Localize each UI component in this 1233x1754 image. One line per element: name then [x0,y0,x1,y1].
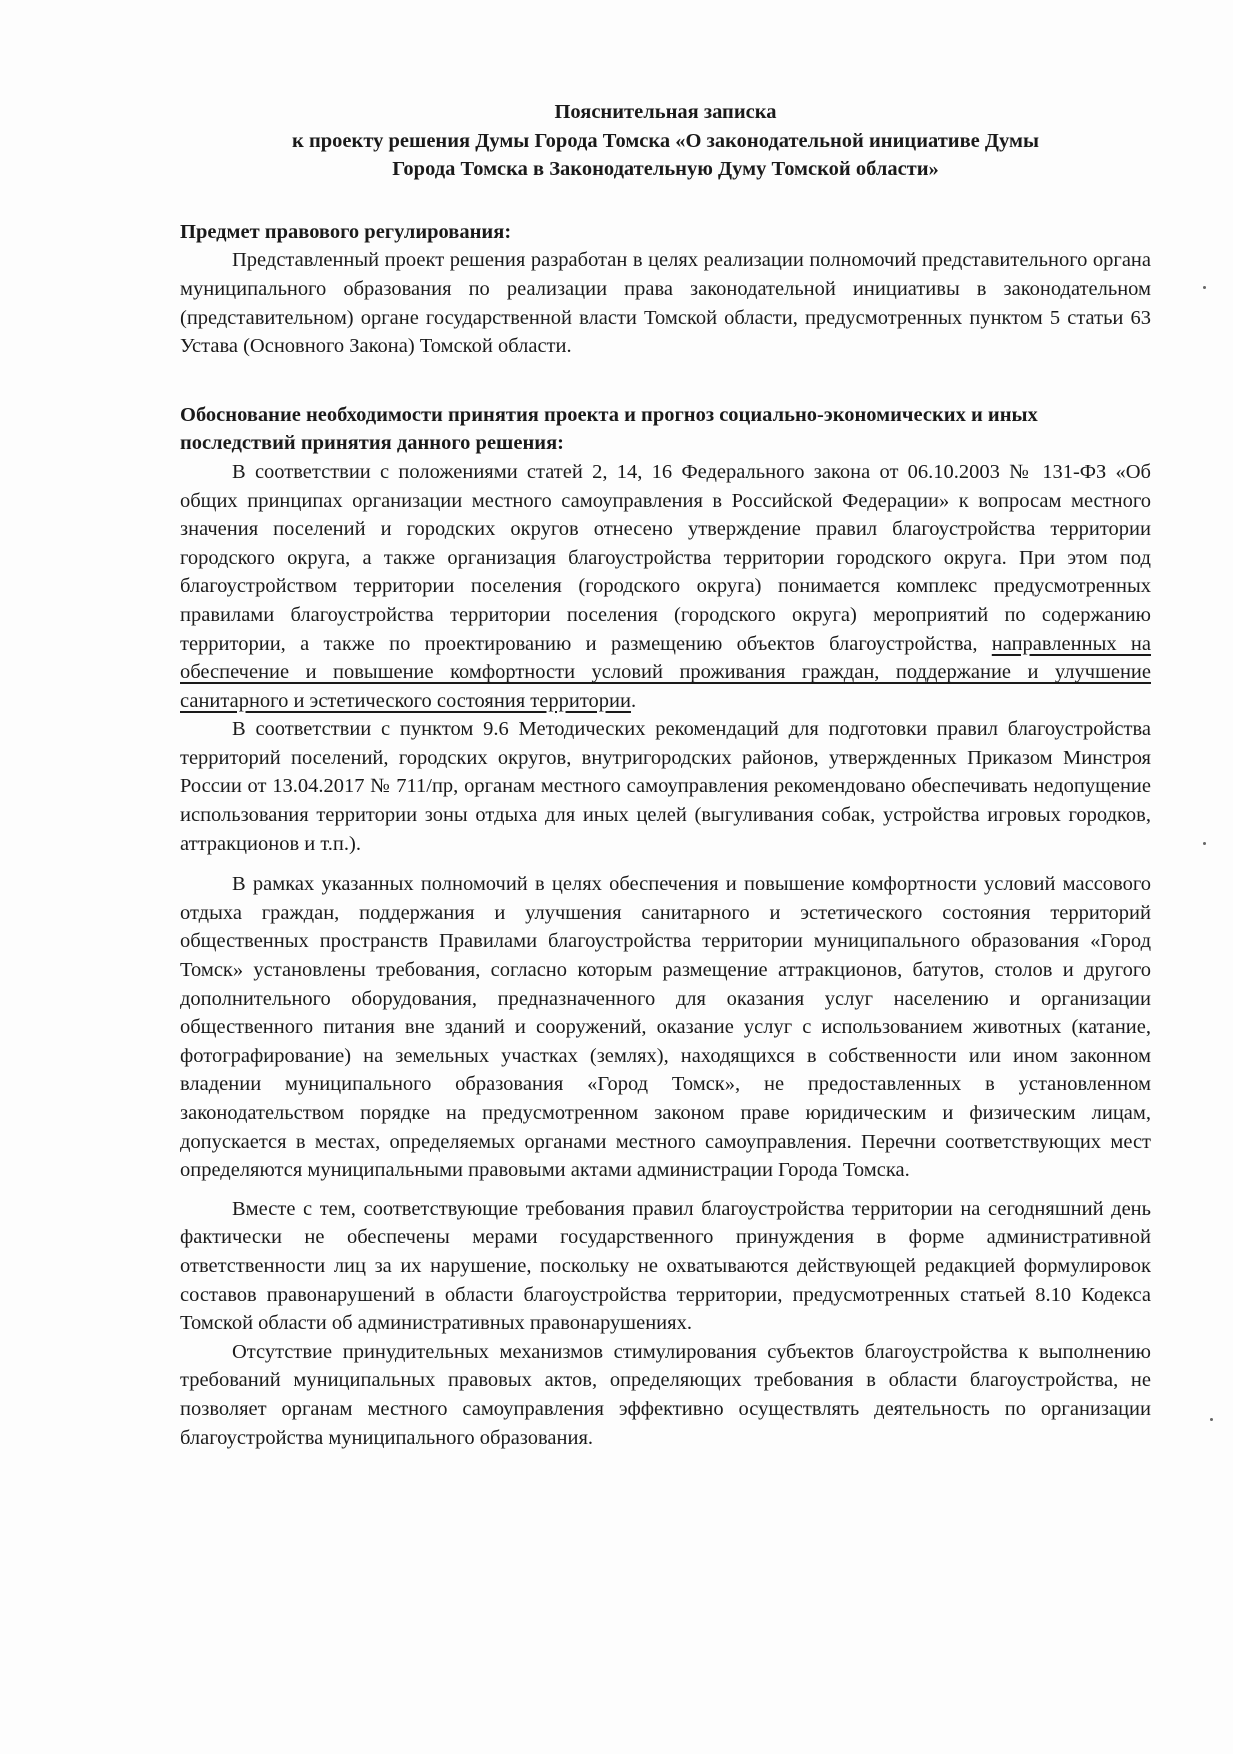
paragraph-federal-law-end: . [630,689,637,712]
document-title [180,98,1151,184]
paragraph-enforcement-gap: Вместе с тем, соответствующие требования правил благоустройства территории на сегодняшний день фактически не обеспечены мерами государственного принуждения в форме административной ответственности лиц за их нарушение, поскольку не охватываются действующей редакцией формулировок составов правонарушений в области благоустройства территории, предусмотренных статьей 8.10 Кодекса Томской области об административных правонарушениях. [180,1197,1151,1335]
scan-speck [1203,286,1206,289]
section-heading-justification: Обоснование необходимости принятия проекта и прогноз социально-экономических и иных последствий принятия данного решения: [180,403,1038,455]
scan-speck [1210,1418,1213,1421]
title-line-3: Города Томска в Законодательную Думу Томской области» [392,158,939,181]
paragraph-subject: Представленный проект решения разработан в целях реализации полномочий представительного органа муниципального образования по реализации права законодательной инициативы в законодательном (представительном) органе государственной власти Томской области, предусмотренных пунктом 5 статьи 63 Устава (Основного Закона) Томской области. [180,249,1151,358]
title-line-1: Пояснительная записка [554,101,777,123]
scan-speck [1203,842,1206,845]
underlined-purpose-text: направленных на обеспечение и повышение комфортности условий проживания граждан, поддержание и улучшение санитарного и эстетического состояния территории [180,632,1151,712]
paragraph-conclusion: Отсутствие принудительных механизмов стимулирования субъектов благоустройства к выполнению требований муниципальных правовых актов, определяющих требования в области благоустройства, не позволяет органам местного самоуправления эффективно осуществлять деятельность по организации благоустройства муниципального образования. [180,1340,1151,1449]
section-heading-subject: Предмет правового регулирования: [180,220,512,243]
paragraph-city-rules: В рамках указанных полномочий в целях обеспечения и повышение комфортности условий массового отдыха граждан, поддержания и улучшения санитарного и эстетического состояния территорий общественных пространств Правилами благоустройства территории муниципального образования «Город Томск» установлены требования, согласно которым размещение аттракционов, батутов, столов и другого дополнительного оборудования, предназначенного для оказания услуг населению и организации общественного питания вне зданий и сооружений, оказание услуг с использованием животных (катание, фотографирование) на земельных участках (землях), находящихся в собственности или ином законном владении муниципального образования «Город Томск», не предоставленных в установленном законодательством порядке на предусмотренном законом праве юридическим и физическим лицам, допускается в местах, определяемых органами местного самоуправления. Перечни соответствующих мест определяются муниципальными правовыми актами администрации Города Томска. [180,873,1151,1182]
paragraph-federal-law [180,458,1151,715]
paragraph-methodical-recommendations: В соответствии с пунктом 9.6 Методических рекомендаций для подготовки правил благоустройства территорий поселений, городских округов, внутригородских районов, утвержденных Приказом Минстроя России от 13.04.2017 № 711/пр, органам местного самоуправления рекомендовано обеспечивать недопущение использования территории зоны отдыха для иных целей (выгуливания собак, устройства игровых городков, аттракционов и т.п.). [180,718,1151,855]
document-body [180,98,1151,1452]
paragraph-federal-law-text: В соответствии с положениями статей 2, 14, 16 Федерального закона от 06.10.2003 № 131-ФЗ «Об общих принципах организации местного самоуправления в Российской Федерации» к вопросам местного значения поселений и городских округов отнесено утверждение правил благоустройства территории городского округа, а также организация благоустройства территории городского округа. При этом под благоустройством территории поселения (городского округа) понимается комплекс предусмотренных правилами благоустройства территории поселения (городского округа) мероприятий по содержанию территории, а также по проектированию и размещению объектов благоустройства, [180,460,1151,655]
title-line-2: к проекту решения Думы Города Томска «О законодательной инициативе Думы [292,129,1039,152]
